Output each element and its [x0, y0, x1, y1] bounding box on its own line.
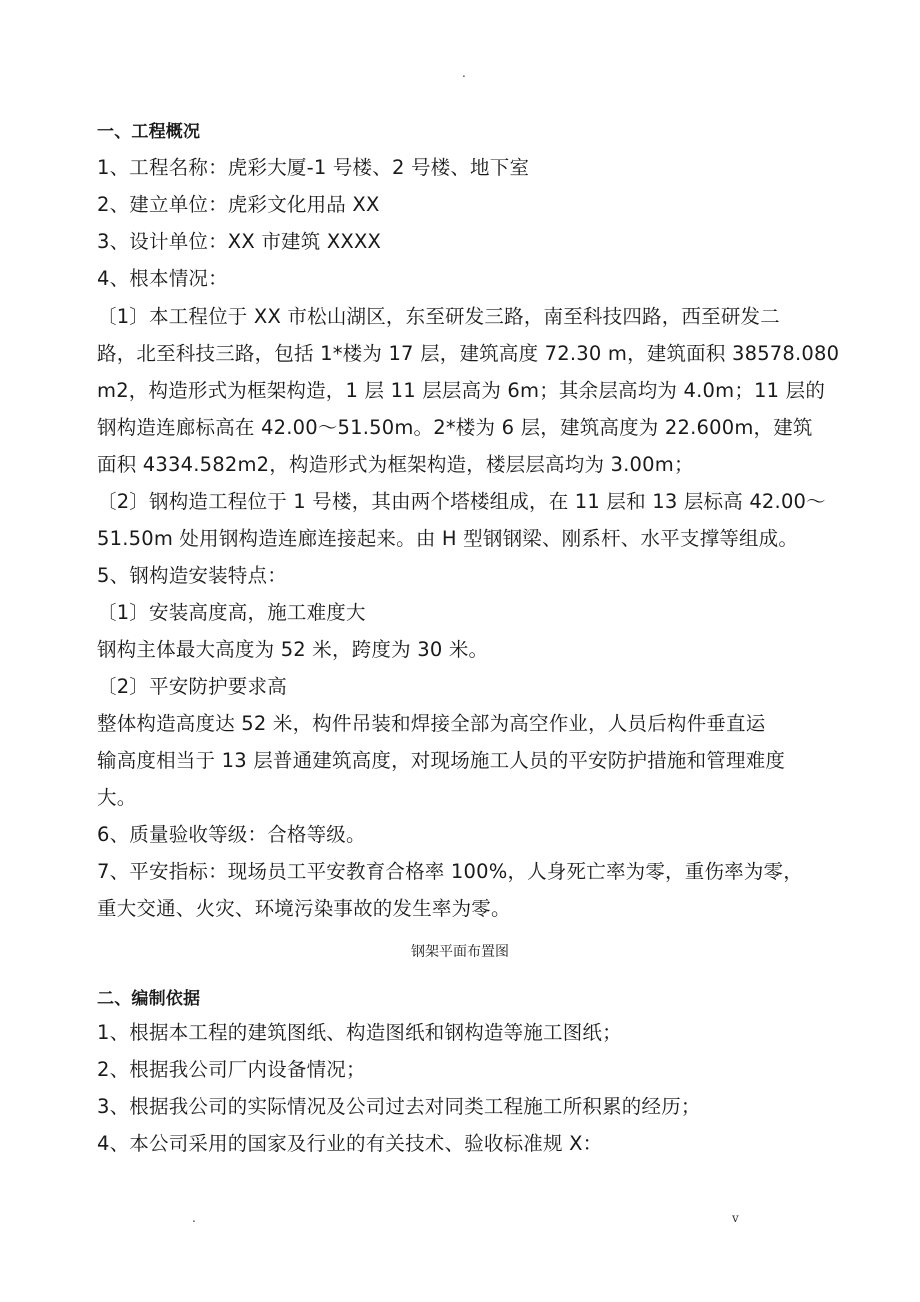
- paragraph-line: 〔1〕安装高度高，施工难度大: [97, 601, 366, 624]
- paragraph-line: 钢构主体最大高度为 52 米，跨度为 30 米。: [97, 638, 489, 661]
- header-mark: .: [462, 66, 466, 80]
- paragraph-line: 〔2〕钢构造工程位于 1 号楼，其由两个塔楼组成，在 11 层和 13 层标高 42.00～: [97, 490, 826, 513]
- paragraph-line: 重大交通、火灾、环境污染事故的发生率为零。: [97, 897, 511, 920]
- paragraph-line: 2、根据我公司厂内设备情况；: [97, 1058, 366, 1081]
- paragraph-line: 5、钢构造安装特点：: [97, 564, 287, 587]
- paragraph-line: 3、根据我公司的实际情况及公司过去对同类工程施工所积累的经历；: [97, 1095, 701, 1118]
- paragraph-line: 〔2〕平安防护要求高: [97, 675, 287, 698]
- paragraph-line: 1、工程名称：虎彩大厦-1 号楼、2 号楼、地下室: [97, 156, 530, 179]
- paragraph-line: 51.50m 处用钢构造连廊连接起来。由 H 型钢钢梁、刚系杆、水平支撑等组成。: [97, 527, 799, 550]
- paragraph-line: 7、平安指标：现场员工平安教育合格率 100%，人身死亡率为零，重伤率为零，: [97, 860, 803, 883]
- paragraph-line: 〔1〕本工程位于 XX 市松山湖区，东至研发三路，南至科技四路，西至研发二: [97, 305, 780, 328]
- paragraph-line: 1、根据本工程的建筑图纸、构造图纸和钢构造等施工图纸；: [97, 1021, 622, 1044]
- paragraph-line: 整体构造高度达 52 米，构件吊装和焊接全部为高空作业，人员后构件垂直运: [97, 712, 766, 735]
- paragraph-line: 面积 4334.582m2，构造形式为框架构造，楼层层高均为 3.00m；: [97, 453, 694, 476]
- paragraph-line: 6、质量验收等级：合格等级。: [97, 823, 366, 846]
- paragraph-line: 3、设计单位：XX 市建筑 XXXX: [97, 230, 382, 253]
- paragraph-line: m2，构造形式为框架构造，1 层 11 层层高为 6m；其余层高均为 4.0m；11 层的: [97, 379, 826, 402]
- paragraph-line: 4、根本情况：: [97, 267, 228, 290]
- section1-heading: 一、工程概况: [97, 122, 201, 142]
- paragraph-line: 2、建立单位：虎彩文化用品 XX: [97, 193, 380, 216]
- footer-left-mark: .: [192, 1211, 196, 1225]
- paragraph-line: 大。: [97, 786, 137, 809]
- section2-heading: 二、编制依据: [97, 989, 201, 1009]
- paragraph-line: 输高度相当于 13 层普通建筑高度，对现场施工人员的平安防护措施和管理难度: [97, 749, 786, 772]
- paragraph-line: 4、本公司采用的国家及行业的有关技术、验收标准规 X：: [97, 1132, 603, 1155]
- paragraph-line: 钢构造连廊标高在 42.00～51.50m。2*楼为 6 层，建筑高度为 22.600m，建筑: [97, 416, 813, 439]
- footer-right-mark: v: [732, 1211, 739, 1225]
- figure-caption: 钢架平面布置图: [411, 944, 509, 960]
- paragraph-line: 路，北至科技三路，包括 1*楼为 17 层，建筑高度 72.30 m，建筑面积 38578.080: [97, 342, 840, 365]
